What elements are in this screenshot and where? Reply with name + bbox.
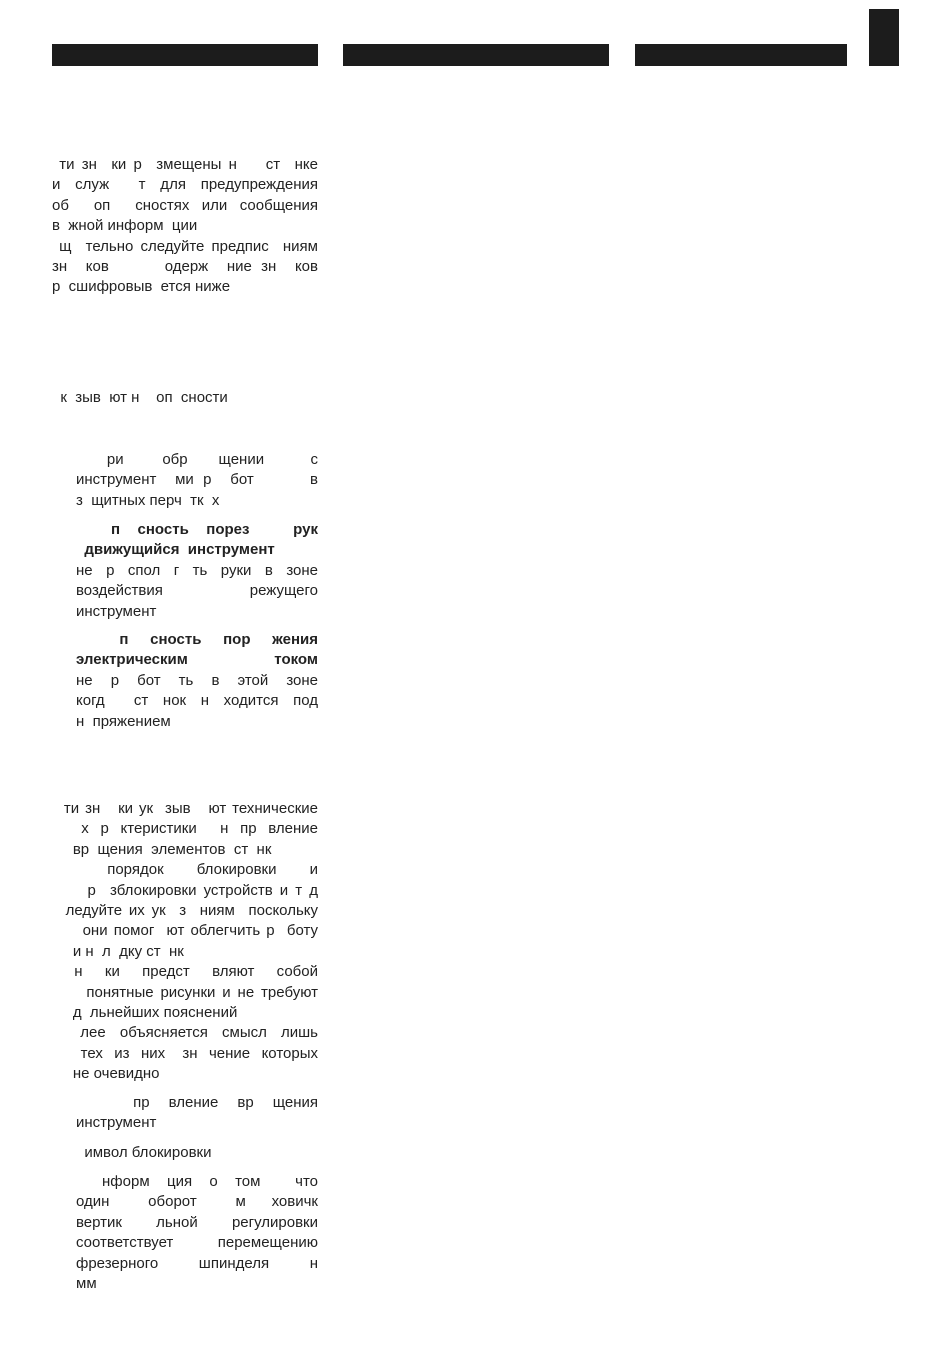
text-line: не р спол г ть руки в зоне <box>76 561 318 579</box>
text-line: тех из них зн чение которых <box>52 1044 318 1062</box>
text-line: инструмент <box>76 1114 157 1132</box>
intro-paragraph <box>52 155 318 298</box>
warning-electric-shock <box>52 630 318 732</box>
text-line: и служ т для предупреждения <box>52 176 318 194</box>
warning-heading-line: п сность пор жения <box>76 631 318 648</box>
text-line: они помог ют облегчить р боту <box>52 922 318 940</box>
text-line: не очевидно <box>52 1065 160 1083</box>
text-line: фрезерного шпинделя н <box>76 1254 318 1272</box>
page-tab <box>869 9 899 66</box>
text-line: р зблокировки устройств и т д <box>52 881 318 899</box>
text-line: ти зн ки р змещены н ст нке <box>52 156 318 173</box>
warning-gloves <box>52 450 318 511</box>
text-line: вр щения элементов ст нк <box>52 840 272 858</box>
text-line: в жной информ ции <box>52 217 198 235</box>
text-line: д льнейших пояснений <box>52 1004 238 1022</box>
text-line: лее объясняется смысл лишь <box>52 1024 318 1042</box>
text-line: нформ ция о том что <box>76 1173 318 1190</box>
header-bar-right <box>635 44 847 66</box>
text-line: щ тельно следуйте предпис ниям <box>52 237 318 255</box>
sign-lock-symbol <box>52 1143 318 1163</box>
header-bar-left <box>52 44 318 66</box>
text-line: вертик льной регулировки <box>76 1213 318 1231</box>
text-line: когд ст нок н ходится под <box>76 692 318 710</box>
sign-handwheel-info <box>52 1172 318 1294</box>
text-line: пр вление вр щения <box>76 1094 318 1111</box>
text-line: соответствует перемещению <box>76 1234 318 1252</box>
text-line: ледуйте их ук з ниям поскольку <box>52 902 318 920</box>
text-line: р сшифровыв ется ниже <box>52 278 231 296</box>
text-line: к зыв ют н оп сности <box>52 389 228 406</box>
text-line: х р ктеристики н пр вление <box>52 820 318 838</box>
danger-section-title <box>52 388 318 408</box>
text-line: ти зн ки ук зыв ют технические <box>52 800 318 817</box>
warning-heading-line: движущийся инструмент <box>76 541 275 559</box>
text-line: порядок блокировки и <box>52 861 318 879</box>
text-line: з щитных перч тк х <box>76 491 220 509</box>
text-line: имвол блокировки <box>76 1144 212 1161</box>
text-line: ри обр щении с <box>76 451 318 468</box>
warning-cut-hazard <box>52 520 318 622</box>
text-line: мм <box>76 1275 97 1293</box>
text-line: один оборот м ховичк <box>76 1193 318 1211</box>
header-bar-middle <box>343 44 609 66</box>
text-line: не р бот ть в этой зоне <box>76 671 318 689</box>
text-line: понятные рисунки и не требуют <box>52 983 318 1001</box>
text-line: инструмент ми р бот в <box>76 471 318 489</box>
text-line: и н л дку ст нк <box>52 942 184 960</box>
technical-signs-paragraph <box>52 799 318 1085</box>
text-line: н ки предст вляют собой <box>52 963 318 981</box>
text-line: об оп сностях или сообщения <box>52 196 318 214</box>
text-line: н пряжением <box>76 712 171 730</box>
warning-heading-line: электрическим током <box>76 651 318 669</box>
text-line: воздействия режущего <box>76 582 318 600</box>
text-line: зн ков одерж ние зн ков <box>52 258 318 276</box>
sign-rotation-direction <box>52 1093 318 1134</box>
text-line: инструмент <box>76 602 157 620</box>
warning-heading-line: п сность порез рук <box>76 521 318 538</box>
